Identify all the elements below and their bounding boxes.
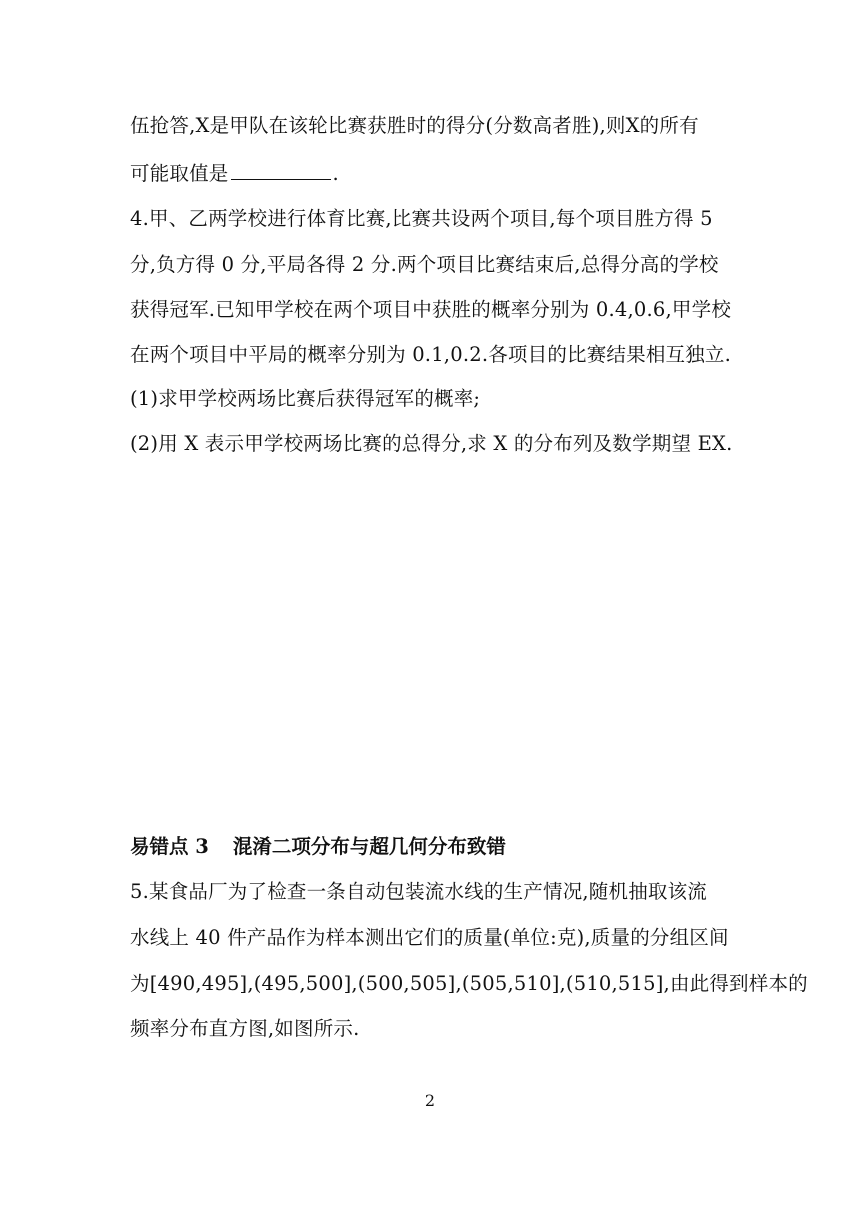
problem5-line1: 5.某食品厂为了检查一条自动包装流水线的生产情况,随机抽取该流 — [130, 880, 708, 903]
page-number: 2 — [424, 1091, 436, 1110]
problem4-line2: 分,负方得 0 分,平局各得 2 分.两个项目比赛结束后,总得分高的学校 — [130, 253, 719, 276]
answer-blank — [231, 159, 331, 180]
problem3-line2-text: 可能取值是 — [130, 162, 229, 185]
section-heading — [130, 834, 506, 860]
problem5-line2: 水线上 40 件产品作为样本测出它们的质量(单位:克),质量的分组区间 — [130, 926, 729, 949]
section-label: 易错点 3 — [130, 835, 209, 858]
problem4-line4: 在两个项目中平局的概率分别为 0.1,0.2.各项目的比赛结果相互独立. — [130, 343, 732, 366]
problem4-line3: 获得冠军.已知甲学校在两个项目中获胜的概率分别为 0.4,0.6,甲学校 — [130, 298, 732, 321]
problem4-line1: 4.甲、乙两学校进行体育比赛,比赛共设两个项目,每个项目胜方得 5 — [130, 207, 713, 230]
problem4-part1: (1)求甲学校两场比赛后获得冠军的概率; — [130, 387, 481, 410]
problem5-line3: 为[490,495],(495,500],(500,505],(505,510],(510,515],由此得到样本的 — [130, 972, 808, 995]
section-title: 混淆二项分布与超几何分布致错 — [232, 835, 506, 858]
problem5-line4: 频率分布直方图,如图所示. — [130, 1017, 360, 1040]
problem3-line1: 伍抢答,X是甲队在该轮比赛获胜时的得分(分数高者胜),则X的所有 — [130, 114, 699, 137]
problem4-part2: (2)用 X 表示甲学校两场比赛的总得分,求 X 的分布列及数学期望 EX. — [130, 432, 733, 455]
problem3-line2-end: . — [332, 162, 339, 185]
problem3-line2 — [130, 159, 339, 187]
